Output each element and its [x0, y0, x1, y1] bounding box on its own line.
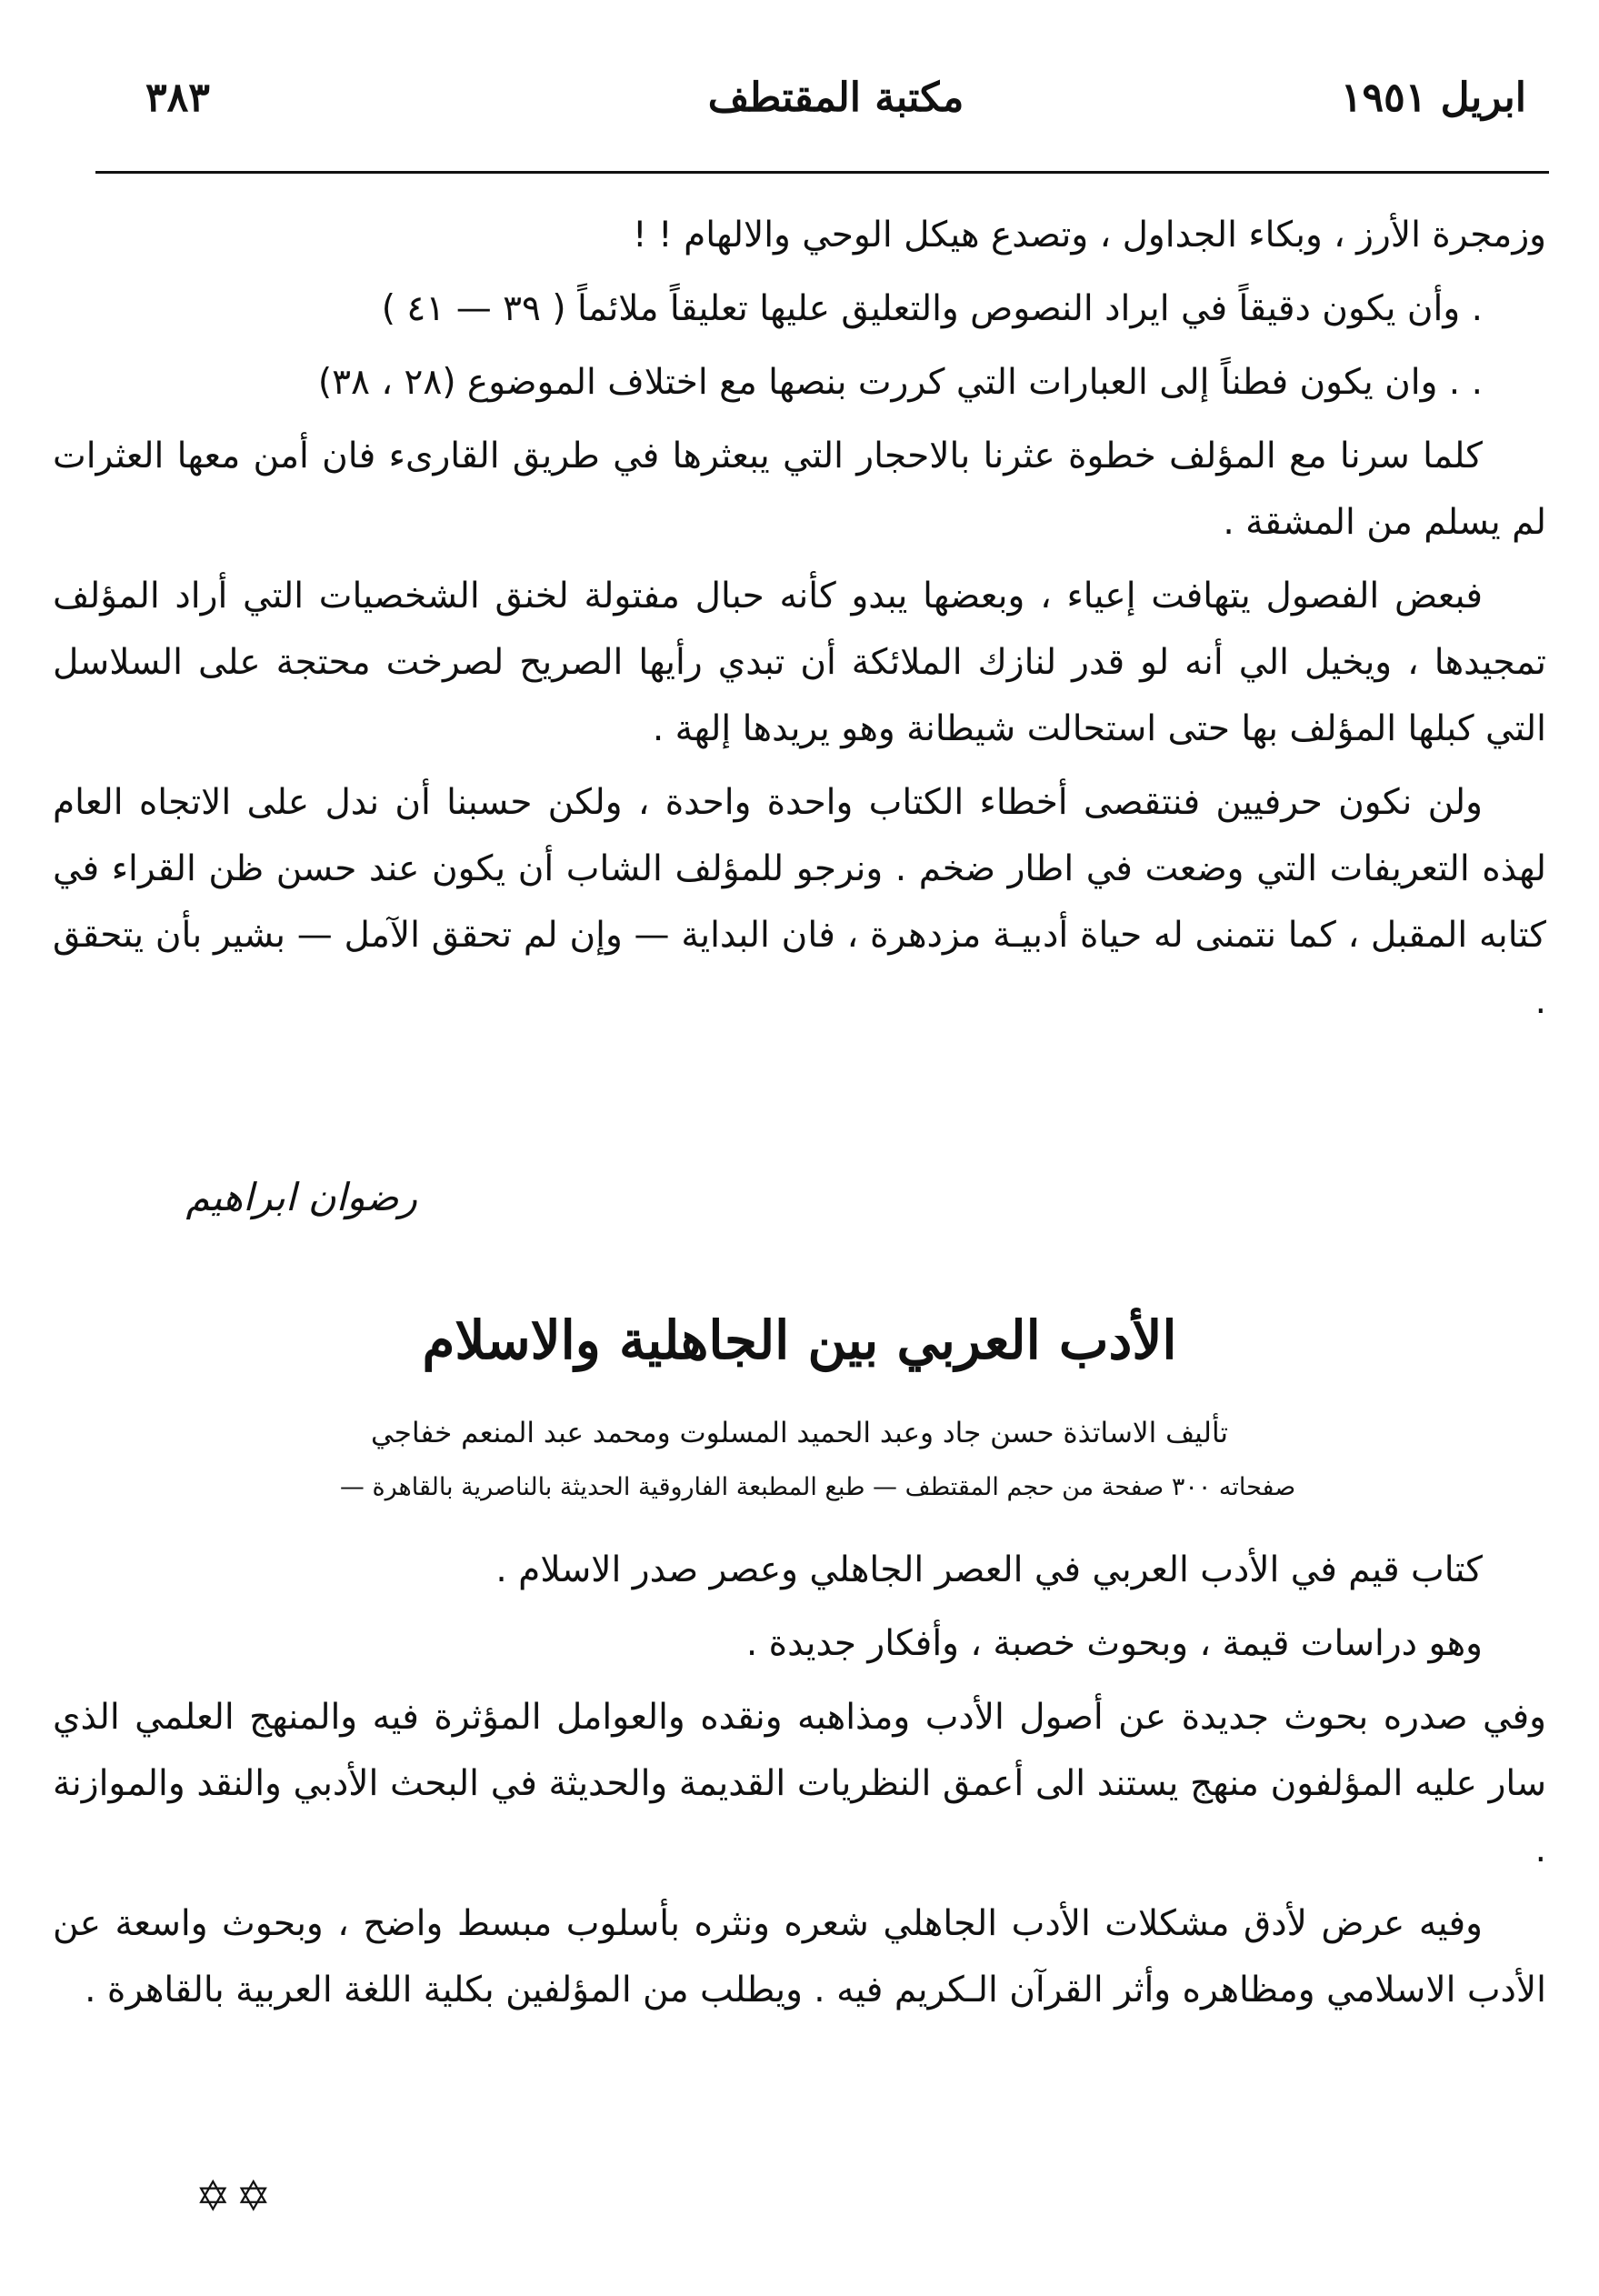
- header-rule: [95, 171, 1549, 174]
- paragraph: كلما سرنا مع المؤلف خطوة عثرنا بالاحجار التي يبعثرها في طريق القارىء فان أمن معها العثرات لم يسلم من المشقة .: [53, 436, 1546, 543]
- paragraph: ولن نكون حرفيين فنتقصى أخطاء الكتاب واحدة واحدة ، ولكن حسبنا أن ندل على الاتجاه العام لهذه التعريفات التي وضعت في اطار ضخم . ونرجو للمؤلف الشاب أن يكون عند حسن ظن القراء في كتابه المقبل ، كما نتمنى له حياة أدبيـة مزدهرة ، فان البداية — وإن لم تحقق الآمل — بشير بأن يتحقق .: [53, 782, 1546, 1022]
- page-number: ٣٨٣: [145, 75, 210, 121]
- reviewer-signature: رضوان ابراهيم: [185, 1175, 417, 1219]
- book-title: الأدب العربي بين الجاهلية والاسلام: [422, 1309, 1177, 1371]
- paragraph: وفي صدره بحوث جديدة عن أصول الأدب ومذاهبه ونقده والعوامل المؤثرة فيه والمنهج العلمي الذي سار عليه المؤلفون منهج يستند الى أعمق النظريات القديمة والحديثة في البحث الأدبي والنقد والموازنة .: [53, 1697, 1546, 1870]
- paragraph: وزمجرة الأرز ، وبكاء الجداول ، وتصدع هيكل الوحي والالهام ! !: [633, 215, 1546, 256]
- review2-body: [53, 1537, 1546, 2030]
- publication-info: صفحاته ٣٠٠ صفحة من حجم المقتطف — طبع المطبعة الفاروقية الحديثة بالناصرية بالقاهرة —: [339, 1473, 1296, 1501]
- running-header: [145, 75, 1526, 147]
- review1-body: [53, 202, 1546, 1042]
- section-title: مكتبة المقتطف: [707, 75, 964, 121]
- paragraph: كتاب قيم في الأدب العربي في العصر الجاهلي وعصر صدر الاسلام .: [495, 1549, 1483, 1590]
- paragraph: وفيه عرض لأدق مشكلات الأدب الجاهلي شعره ونثره بأسلوب مبسط واضح ، وبحوث واسعة عن الأدب الاسلامي ومظاهره وأثر القرآن الـكريم فيه . ويطلب من المؤلفين بكلية اللغة العربية بالقاهرة .: [53, 1903, 1546, 2010]
- paragraph: وهو دراسات قيمة ، وبحوث خصبة ، وأفكار جديدة .: [745, 1623, 1483, 1664]
- issue-date: ابريل ١٩٥١: [1340, 75, 1526, 121]
- paragraph: فبعض الفصول يتهافت إعياء ، وبعضها يبدو كأنه حبال مفتولة لخنق الشخصيات التي أراد المؤلف تمجيدها ، ويخيل الي أنه لو قدر لنازك الملائكة أن تبدي رأيها الصريح لصرخت محتجة على السلاسل التي كبلها المؤلف بها حتى استحالت شيطانة وهو يريدها إلهة .: [53, 576, 1546, 749]
- paragraph: . وأن يكون دقيقاً في ايراد النصوص والتعليق عليها تعليقاً ملائماً ( ٣٩ — ٤١ ): [381, 288, 1483, 329]
- paragraph: . . وان يكون فطناً إلى العبارات التي كررت بنصها مع اختلاف الموضوع (٢٨ ، ٣٨): [317, 362, 1483, 403]
- book-authors: تأليف الاساتذة حسن جاد وعبد الحميد المسلوت ومحمد عبد المنعم خفاجي: [370, 1417, 1229, 1449]
- star-ornament-icon: ✡✡: [195, 2171, 277, 2221]
